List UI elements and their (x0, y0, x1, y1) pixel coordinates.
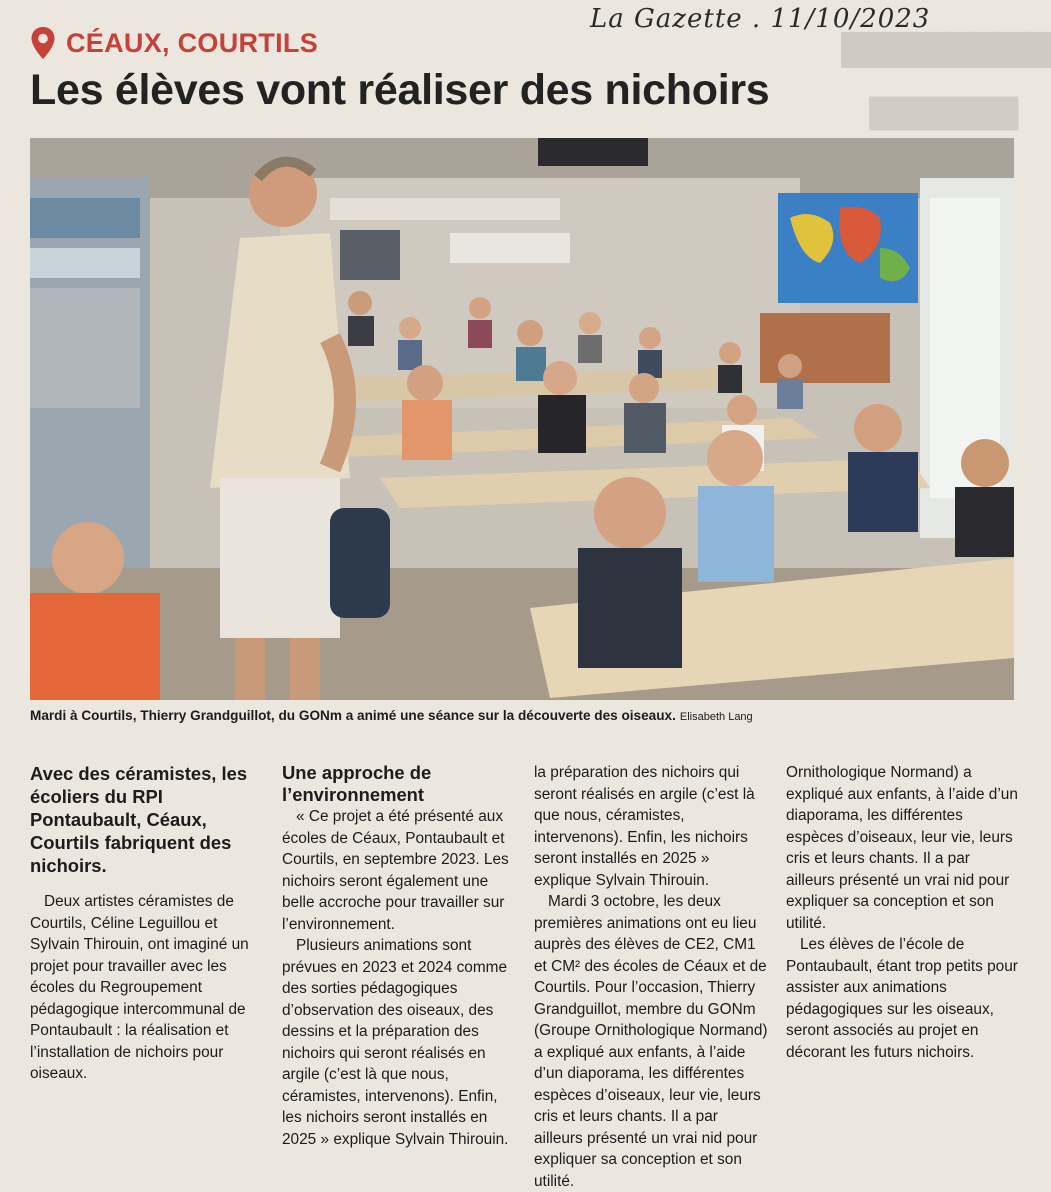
location-kicker (30, 26, 318, 60)
photo-credit: Elisabeth Lang (679, 711, 753, 723)
article-paragraph: Plusieurs animations sont prévues en 2023 et 2024 comme des sorties pédagogiques d’observation des oiseaux, des dessins et la préparation des nichoirs qui seront réalisés en argile (c’est là que nous, céramistes, intervenons). Enfin, les nichoirs seront installés en 2025 » explique Sylvain Thirouin. (282, 937, 509, 1148)
location-pin-icon (30, 26, 56, 60)
classroom-photo (30, 138, 1014, 700)
photo-caption (30, 708, 1020, 723)
handwritten-source-note: La Gazette . 11/10/2023 (590, 4, 931, 34)
bleed-through-shape: ▇▇▇▇▇▇▇▇ (842, 29, 1051, 67)
location-label: CÉAUX, COURTILS (66, 27, 319, 58)
article-paragraph: Mardi 3 octobre, les deux premières animations ont eu lieu auprès des élèves de CE2, CM1 et CM² des écoles de Céaux et de Courtils. Pour l’occasion, Thierry Grandguillot, membre du GONm (Groupe Ornithologique Normand) a expliqué aux enfants, à l’aide d’un diaporama, les différentes espèces d’oiseaux, leur vie, leurs cris et leurs chants. Il a par ailleurs présenté un vrai nid pour expliquer sa conception et son utilité. (534, 893, 768, 1190)
article-paragraph: Deux artistes céramistes de Courtils, Céline Leguillou et Sylvain Thirouin, ont imaginé un projet pour travailler avec les écoles du Regroupement pédagogique intercommunal de Pontaubault : la réalisation et l’installation de nichoirs pour oiseaux. (30, 893, 249, 1082)
headline: Les élèves vont réaliser des nichoirs (30, 66, 770, 114)
article-column-4 (786, 762, 1018, 1063)
article-subheading: Une approche de l’environnement (282, 762, 432, 805)
article-paragraph: Les élèves de l’école de Pontaubault, étant trop petits pour assister aux animations pédagogiques sur les oiseaux, seront associés au projet en décorant les futurs nichoirs. (786, 936, 1018, 1061)
article-lead: Avec des céramistes, les écoliers du RPI Pontaubault, Céaux, Courtils fabriquent des nichoirs. (30, 763, 248, 876)
article-paragraph-continued: Ornithologique Normand) a expliqué aux enfants, à l’aide d’un diaporama, les différentes espèces d’oiseaux, leur vie, leurs cris et leurs chants. Il a par ailleurs présenté un vrai nid pour expliquer sa conception et son utilité. (786, 764, 1018, 932)
article-column-1 (30, 762, 260, 1085)
article-column-2 (282, 762, 516, 1148)
bleed-through-shape: ▇▇▇▇▇▇ (870, 93, 1018, 129)
classroom-illustration (30, 138, 1014, 700)
article-paragraph-continued: la préparation des nichoirs qui seront réalisés en argile (c’est là que nous, céramistes, intervenons). Enfin, les nichoirs seront installés en 2025 » explique Sylvain Thirouin. (534, 764, 755, 889)
caption-text: Mardi à Courtils, Thierry Grandguillot, du GONm a animé une séance sur la découverte des oiseaux. (30, 708, 676, 723)
article-column-3 (534, 762, 768, 1190)
article-paragraph: « Ce projet a été présenté aux écoles de Céaux, Pontaubault et Courtils, en septembre 2023. Les nichoirs seront également une belle accroche pour travailler sur l’environnement. (282, 808, 509, 933)
